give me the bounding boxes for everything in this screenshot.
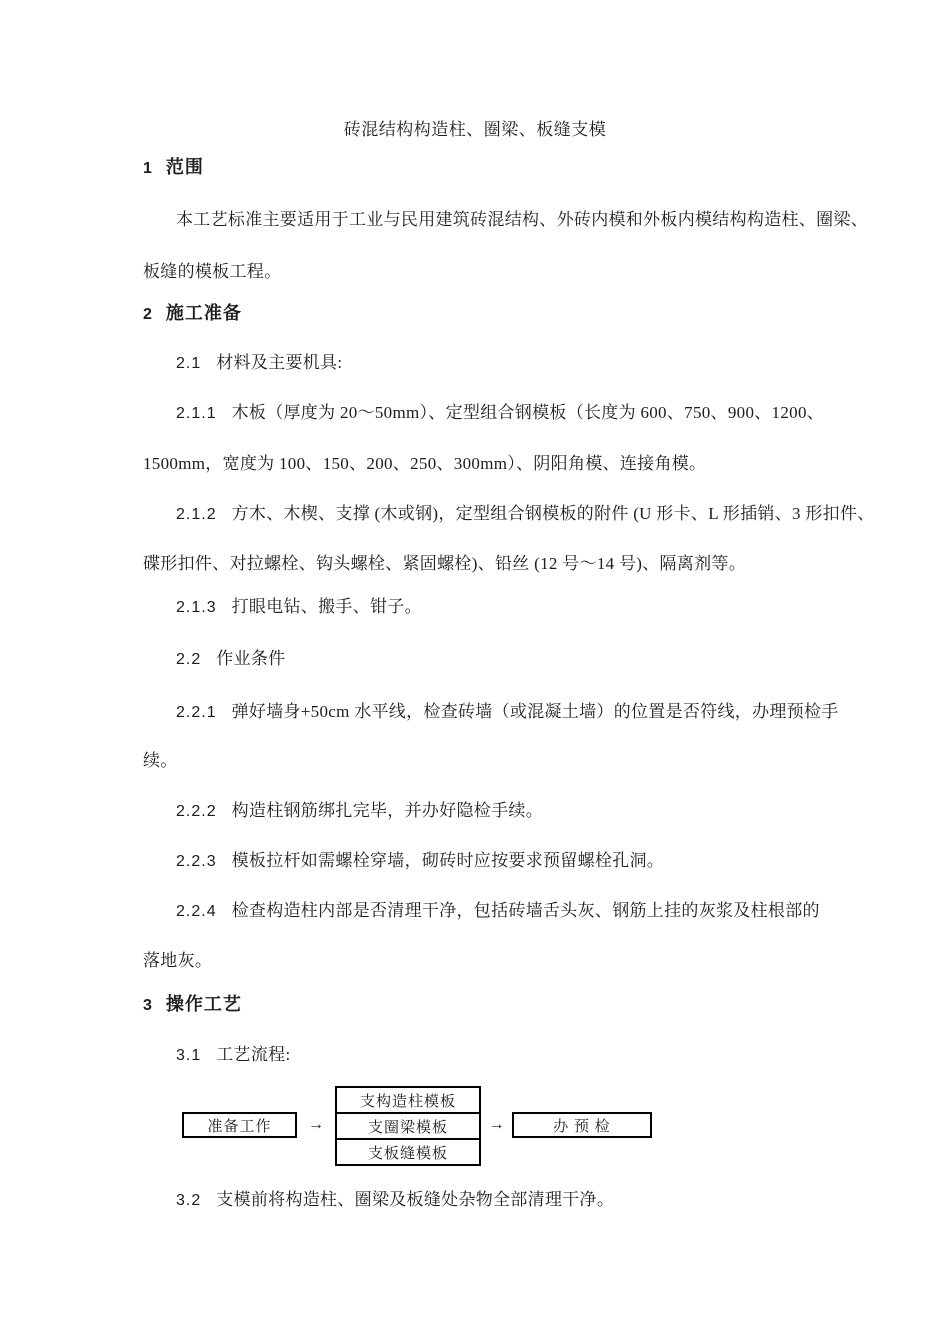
flow-box-ringbeam-formwork: 支圈梁模板 bbox=[337, 1112, 479, 1138]
body-text: 作业条件 bbox=[216, 649, 286, 668]
clause-number: 2.1.2 bbox=[176, 506, 217, 523]
body-line bbox=[143, 1043, 290, 1067]
body-line bbox=[143, 502, 875, 526]
clause-number: 2.2.2 bbox=[176, 803, 217, 820]
body-line bbox=[143, 799, 543, 823]
body-text: 工艺流程: bbox=[216, 1045, 291, 1064]
heading-text: 范围 bbox=[165, 157, 204, 177]
body-line bbox=[143, 351, 342, 375]
body-text: 模板拉杆如需螺栓穿墙，砌砖时应按要求预留螺栓孔洞。 bbox=[231, 851, 665, 870]
body-text: 板缝的模板工程。 bbox=[143, 262, 282, 281]
clause-number: 2.2 bbox=[176, 651, 202, 668]
body-line bbox=[143, 647, 285, 671]
body-line bbox=[143, 899, 820, 923]
body-line bbox=[143, 401, 824, 425]
body-text: 弹好墙身+50cm 水平线，检查砖墙（或混凝土墙）的位置是否符线，办理预检手 bbox=[231, 702, 839, 721]
heading-preparation bbox=[143, 301, 242, 325]
body-text: 构造柱钢筋绑扎完毕，并办好隐检手续。 bbox=[231, 801, 543, 820]
body-line bbox=[143, 949, 212, 973]
flow-box-inspection: 办 预 检 bbox=[512, 1112, 652, 1138]
body-line bbox=[143, 700, 839, 724]
section-number: 3 bbox=[143, 997, 153, 1014]
body-text: 打眼电钻、搬手、钳子。 bbox=[231, 597, 422, 616]
body-text: 木板（厚度为 20～50mm）、定型组合钢模板（长度为 600、750、900、1200、 bbox=[231, 403, 825, 422]
flow-box-column-formwork: 支构造柱模板 bbox=[359, 1093, 456, 1110]
body-line bbox=[143, 208, 868, 232]
body-text: 续。 bbox=[143, 751, 178, 770]
body-line bbox=[143, 452, 706, 476]
body-text: 检查构造柱内部是否清理干净，包括砖墙舌头灰、钢筋上挂的灰浆及柱根部的 bbox=[231, 901, 820, 920]
flow-box-preparation: 准备工作 bbox=[182, 1112, 297, 1138]
body-line bbox=[143, 1188, 614, 1212]
body-line bbox=[143, 552, 746, 576]
clause-number: 2.1.3 bbox=[176, 599, 217, 616]
flow-branch-boxes bbox=[335, 1086, 481, 1166]
section-number: 1 bbox=[143, 160, 153, 177]
clause-number: 2.2.4 bbox=[176, 903, 217, 920]
body-text: 材料及主要机具: bbox=[216, 353, 343, 372]
body-line bbox=[143, 749, 178, 773]
body-line bbox=[143, 595, 422, 619]
clause-number: 2.2.1 bbox=[176, 704, 217, 721]
clause-number: 3.2 bbox=[176, 1192, 202, 1209]
body-text: 方木、木楔、支撑 (木或钢)，定型组合钢模板的附件 (U 形卡、L 形插销、3 形扣件、 bbox=[231, 504, 875, 523]
arrow-right-icon: → bbox=[488, 1116, 505, 1133]
heading-text: 操作工艺 bbox=[165, 994, 242, 1014]
section-number: 2 bbox=[143, 306, 153, 323]
clause-number: 2.1 bbox=[176, 355, 202, 372]
clause-number: 2.2.3 bbox=[176, 853, 217, 870]
body-text: 碟形扣件、对拉螺栓、钩头螺栓、紧固螺栓)、铅丝 (12 号～14 号)、隔离剂等。 bbox=[143, 554, 747, 573]
flow-box-slabseam-formwork: 支板缝模板 bbox=[337, 1138, 479, 1164]
body-text: 落地灰。 bbox=[143, 951, 213, 970]
heading-procedure bbox=[143, 992, 242, 1016]
heading-text: 施工准备 bbox=[165, 303, 242, 323]
clause-number: 3.1 bbox=[176, 1047, 202, 1064]
document-title: 砖混结构构造柱、圈梁、板缝支模 bbox=[343, 120, 607, 139]
body-line bbox=[143, 260, 281, 284]
body-text: 支模前将构造柱、圈梁及板缝处杂物全部清理干净。 bbox=[216, 1190, 615, 1209]
body-line bbox=[143, 849, 664, 873]
arrow-right-icon: → bbox=[308, 1116, 324, 1133]
body-text: 本工艺标准主要适用于工业与民用建筑砖混结构、外砖内模和外板内模结构构造柱、圈梁、 bbox=[176, 210, 868, 229]
body-text: 1500mm，宽度为 100、150、200、250、300mm）、阴阳角模、连接角模。 bbox=[143, 454, 707, 473]
heading-scope bbox=[143, 155, 204, 179]
clause-number: 2.1.1 bbox=[176, 405, 217, 422]
